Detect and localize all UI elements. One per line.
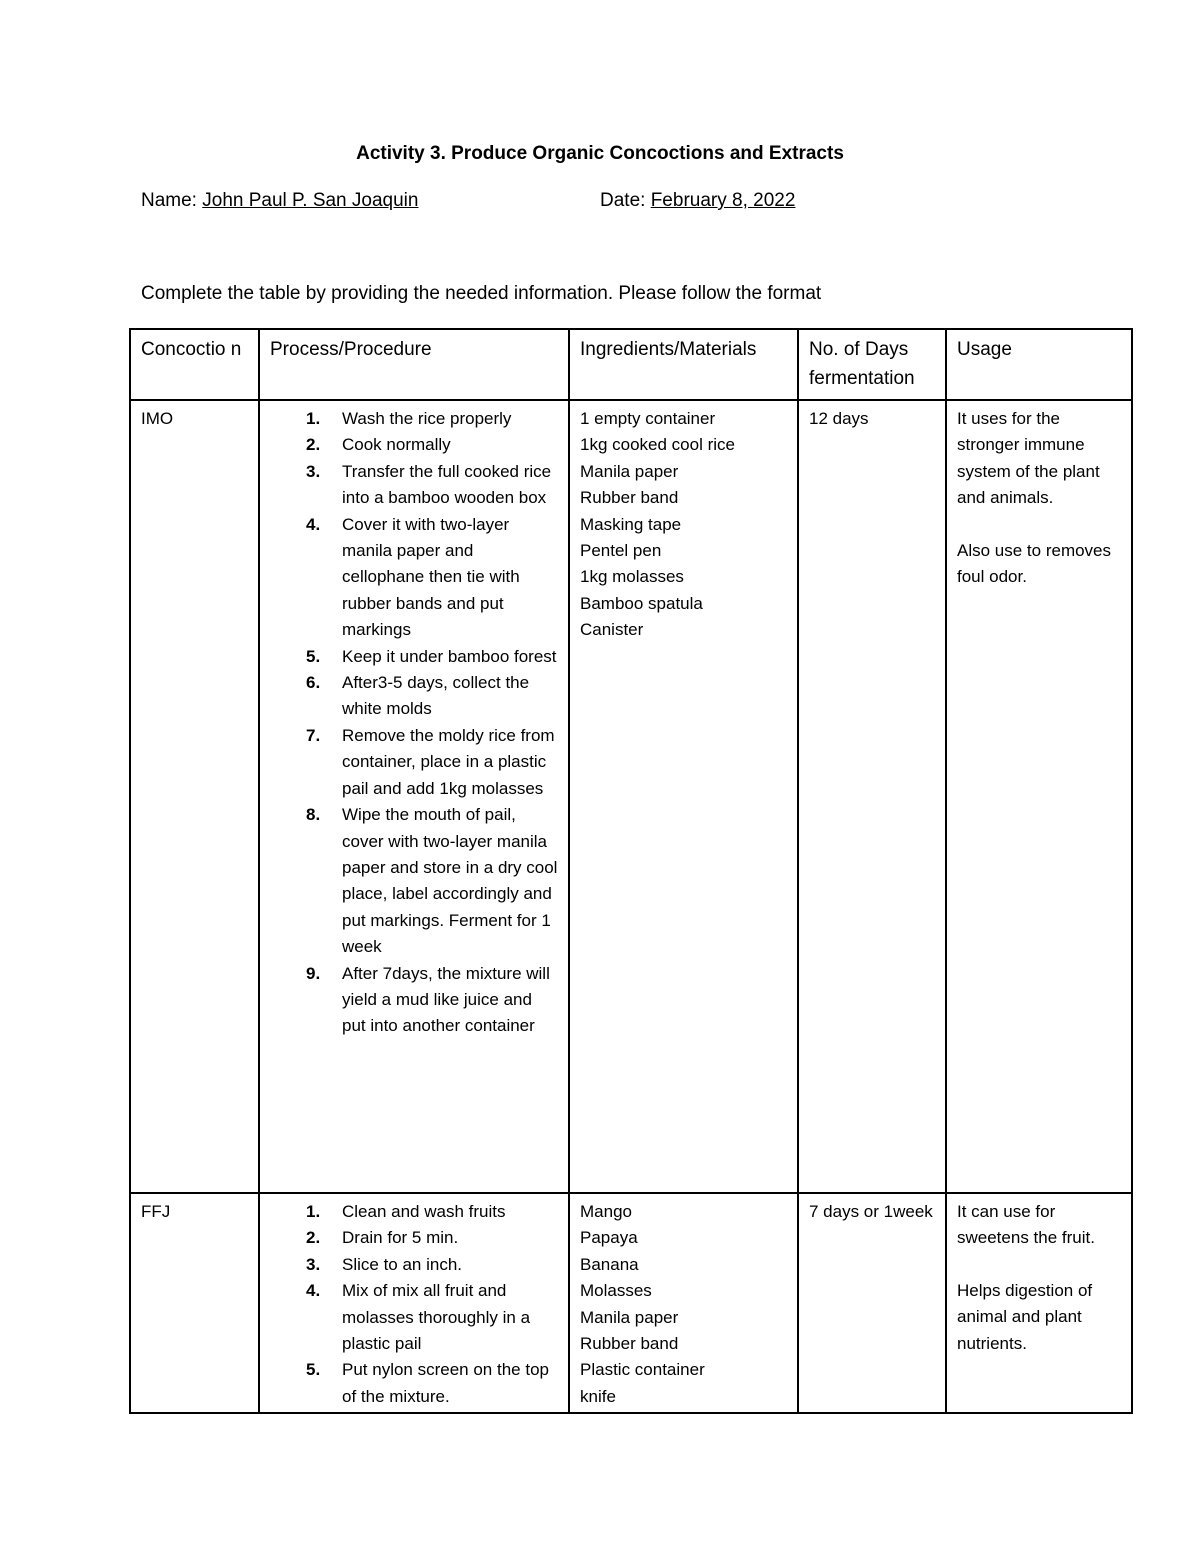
- process-cell: [259, 1193, 569, 1413]
- process-cell: [259, 400, 569, 1193]
- instructions: Complete the table by providing the needed information. Please follow the format: [141, 283, 822, 304]
- procedure-step: [270, 406, 558, 432]
- step-text: Clean and wash fruits: [342, 1202, 506, 1221]
- material-item: 1 empty container: [580, 409, 716, 428]
- usage-text: It can use for sweetens the fruit.: [957, 1202, 1095, 1248]
- materials-cell: [569, 400, 798, 1193]
- header-days: No. of Days fermentation: [798, 329, 946, 400]
- concoctions-table: [129, 328, 1133, 1414]
- step-text: Drain for 5 min.: [342, 1228, 459, 1248]
- step-text: Wash the rice properly: [342, 409, 512, 428]
- step-number: 8.: [306, 805, 321, 825]
- header-ingredients: Ingredients/Materials: [569, 329, 798, 400]
- header-usage: Usage: [946, 329, 1132, 400]
- header-process: Process/Procedure: [259, 329, 569, 400]
- procedure-step: [270, 802, 558, 960]
- step-text: Wipe the mouth of pail, cover with two-layer manila paper and store in a dry cool place, label accordingly and put markings. Ferment for 1 week: [342, 805, 558, 957]
- step-number: 9.: [306, 963, 321, 983]
- step-number: 5.: [306, 1360, 321, 1380]
- step-number: 1.: [306, 409, 321, 428]
- name-line: [141, 190, 418, 212]
- procedure-step: [270, 512, 558, 644]
- date-label: Date:: [600, 190, 651, 211]
- usage-cell: [946, 1193, 1132, 1413]
- name-value: John Paul P. San Joaquin: [202, 190, 419, 211]
- material-item: Rubber band: [580, 488, 679, 508]
- procedure-step: [270, 961, 558, 1040]
- material-item: Molasses: [580, 1281, 652, 1301]
- material-item: Papaya: [580, 1228, 638, 1248]
- usage-text: Also use to removes foul odor.: [957, 540, 1112, 587]
- table-header-row: [130, 329, 1132, 400]
- step-number: 3.: [306, 1254, 321, 1274]
- step-number: 2.: [306, 435, 321, 455]
- material-item: Plastic container: [580, 1360, 705, 1380]
- procedure-step: [270, 1225, 558, 1251]
- usage-text: It uses for the stronger immune system of the plant and animals.: [957, 409, 1100, 508]
- procedure-step: [270, 1357, 558, 1410]
- procedure-step: [270, 670, 558, 723]
- material-item: Pentel pen: [580, 541, 662, 561]
- step-text: Mix of mix all fruit and molasses thoroughly in a plastic pail: [342, 1281, 531, 1354]
- step-text: After3-5 days, collect the white molds: [342, 673, 530, 719]
- procedure-step: [270, 644, 558, 670]
- step-text: Cover it with two-layer manila paper and cellophane then tie with rubber bands and put markings: [342, 514, 520, 640]
- material-item: Bamboo spatula: [580, 593, 703, 613]
- fermentation-days: 7 days or 1week: [798, 1193, 946, 1413]
- step-text: Remove the moldy rice from container, place in a plastic pail and add 1kg molasses: [342, 725, 555, 798]
- material-item: knife: [580, 1386, 616, 1406]
- procedure-step: [270, 723, 558, 802]
- procedure-step: [270, 1199, 558, 1225]
- step-text: Slice to an inch.: [342, 1254, 463, 1274]
- material-item: Rubber band: [580, 1334, 679, 1354]
- usage-cell: [946, 400, 1132, 1193]
- step-number: 7.: [306, 725, 321, 745]
- step-number: 5.: [306, 646, 321, 666]
- material-item: Manila paper: [580, 461, 679, 481]
- material-item: 1kg molasses: [580, 567, 684, 587]
- concoction-name: FFJ: [130, 1193, 259, 1413]
- fermentation-days: 12 days: [798, 400, 946, 1193]
- step-number: 4.: [306, 514, 321, 534]
- header-concoction: Concoctio n: [130, 329, 259, 400]
- step-text: Transfer the full cooked rice into a bamboo wooden box: [342, 461, 552, 508]
- step-text: Put nylon screen on the top of the mixture.: [342, 1360, 549, 1406]
- step-number: 1.: [306, 1202, 321, 1221]
- table-row: [130, 1193, 1132, 1413]
- materials-cell: [569, 1193, 798, 1413]
- page-title: Activity 3. Produce Organic Concoctions and Extracts: [356, 143, 844, 164]
- step-text: After 7days, the mixture will yield a mud like juice and put into another container: [342, 963, 550, 1036]
- procedure-step: [270, 459, 558, 512]
- material-item: Manila paper: [580, 1307, 679, 1327]
- concoction-name: IMO: [130, 400, 259, 1193]
- procedure-list: [270, 1199, 558, 1410]
- step-text: Keep it under bamboo forest: [342, 646, 557, 666]
- step-number: 6.: [306, 673, 321, 693]
- material-item: Canister: [580, 620, 644, 640]
- name-label: Name:: [141, 190, 203, 211]
- procedure-list: [270, 406, 558, 1040]
- material-item: Mango: [580, 1202, 632, 1221]
- table-row: [130, 400, 1132, 1193]
- material-item: Banana: [580, 1254, 639, 1274]
- procedure-step: [270, 432, 558, 458]
- material-item: 1kg cooked cool rice: [580, 435, 735, 455]
- step-number: 3.: [306, 461, 321, 481]
- material-item: Masking tape: [580, 514, 682, 534]
- date-line: [600, 190, 795, 212]
- procedure-step: [270, 1252, 558, 1278]
- step-number: 2.: [306, 1228, 321, 1248]
- step-text: Cook normally: [342, 435, 451, 455]
- procedure-step: [270, 1278, 558, 1357]
- usage-text: Helps digestion of animal and plant nutrients.: [957, 1280, 1093, 1353]
- step-number: 4.: [306, 1281, 321, 1301]
- date-value: February 8, 2022: [650, 190, 796, 211]
